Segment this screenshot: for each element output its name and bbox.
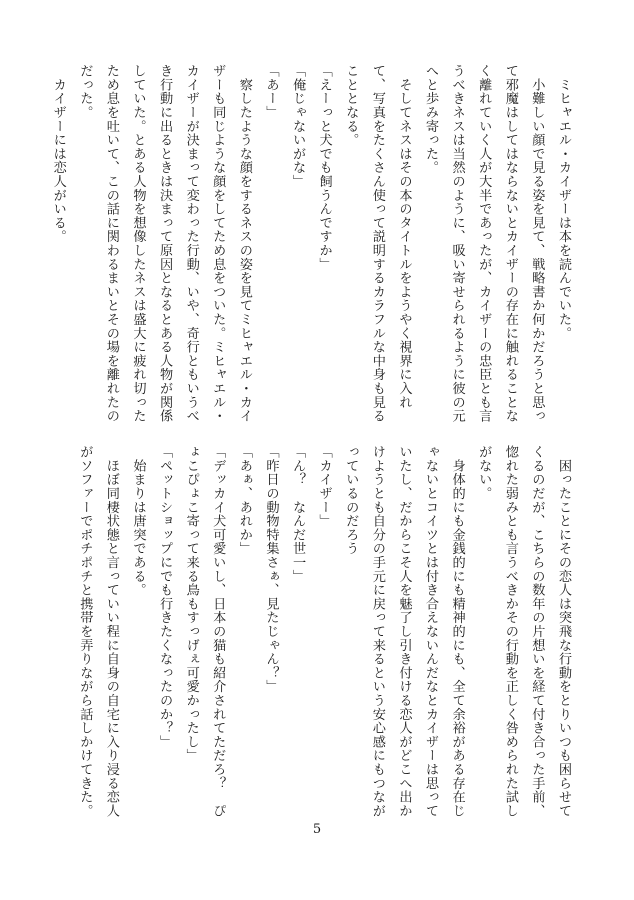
paragraph: 小難しい顔で見る姿を見て、戦略書か何かだろうと思って邪魔はしてはならないとカイザーの存在に触れることなく離れていく人が大半であったが、カイザーの忠臣とも言うべきネスは当然のように、吸い寄せられるように彼の元へと歩み寄った。 — [423, 64, 545, 423]
paragraph: 困ったことにその恋人は突飛な行動をとりいつも困らせてくるのだが、こちらの数年の片想いを経て付き合った手前、惚れた弱みとも言うべきかその行動を正しく咎められた試しがない。 — [476, 445, 571, 818]
dialogue-line: 「昨日の動物特集さぁ、見たじゃん？」 — [263, 445, 279, 694]
dialogue-line: 「カイザー」 — [316, 445, 332, 528]
paragraph: ミヒャエル・カイザーは本を読んでいた。 — [556, 64, 571, 340]
dialogue-line: 「あぁ、あれか」 — [236, 445, 252, 556]
paragraph: 始まりは唐突である。 — [130, 445, 146, 597]
page-number: 5 — [312, 822, 322, 837]
paragraph: 身体的にも金銭的にも精神的にも、全て余裕がある存在じゃないとコイツとは付き合えないんだなとカイザーは思っていたし、だからこそ人を魅了し引き付ける恋人がどこへ出かけようとも自分の手元に戻って来るという安心感にもつながっているのだろう — [343, 445, 465, 818]
paragraph: ほぼ同棲状態と言っていい程に自身の自宅に入り浸る恋人がソファーでポチポチと携帯を弄りながら話しかけてきた。 — [77, 445, 119, 818]
paragraph: そしてネスはその本のタイトルをようやく視界に入れて、写真をたくさん使って説明するカラフルな中身も見ることとなる。 — [343, 64, 412, 423]
dialogue-line: 「ペットショップにでも行きたくなったのか？」 — [157, 445, 173, 749]
text-block-top — [50, 64, 576, 434]
text-block-bottom — [56, 445, 576, 820]
dialogue-line: 「ん？ なんだ世一」 — [290, 445, 306, 583]
paragraph: カイザーには恋人がいる。 — [50, 64, 66, 244]
dialogue-line: 「あー」 — [263, 64, 279, 120]
dialogue-line: 「俺じゃないがな」 — [290, 64, 306, 189]
dialogue-line: 「えーっと犬でも飼うんですか」 — [316, 64, 332, 271]
paragraph: 察したような顔をするネスの姿を見てミヒャエル・カイザーも同じような顔をしてため息をついた。ミヒャエル・カイザーが決まって変わった行動、いや、奇行ともいうべき行動に出るときは決まって原因となるとある人物が関係していた。とある人物を想像したネスは盛大に疲れ切ったため息を吐いて、この話に関わるまいとその場を離れたのだった。 — [77, 64, 252, 423]
dialogue-line: 「デッカイ犬可愛いし、日本の猫も紹介されてただろ？ ぴょこぴょこ寄って来る鳥もすっげぇ可愛かったし」 — [183, 445, 226, 818]
